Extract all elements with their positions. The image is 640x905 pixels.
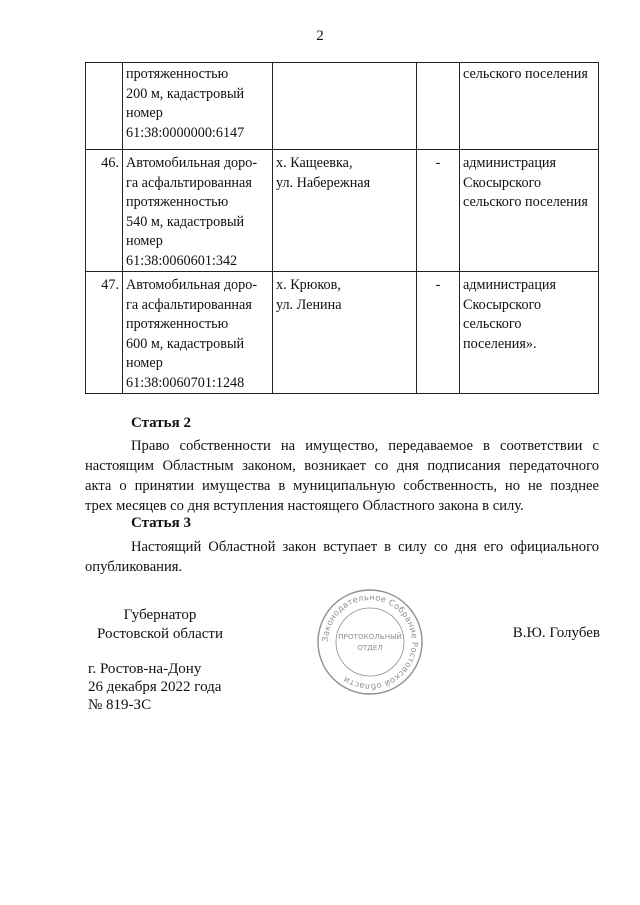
address-line: х. Кащеевка, bbox=[276, 155, 353, 171]
property-name-line: 61:38:0000000:6147 bbox=[126, 124, 245, 141]
property-name-line: протяженностью bbox=[126, 316, 229, 332]
article-2-line: акта о принятии имущества в муниципальную собственность, но не позднее bbox=[85, 478, 599, 494]
article-2-text bbox=[85, 436, 599, 516]
row-number: 47. bbox=[101, 277, 119, 293]
table-row bbox=[86, 272, 599, 394]
property-table bbox=[85, 62, 599, 394]
property-name-line: 61:38:0060701:1248 bbox=[126, 374, 245, 391]
property-name-cell bbox=[123, 63, 273, 150]
article-2-heading: Статья 2 bbox=[131, 415, 191, 431]
property-name-line: протяженностью bbox=[126, 194, 229, 210]
recipient-line: поселения». bbox=[463, 335, 537, 352]
property-name-cell bbox=[123, 272, 273, 394]
article-3-heading: Статья 3 bbox=[131, 515, 191, 531]
article-3-text bbox=[85, 537, 599, 577]
recipient-line: администрация bbox=[463, 277, 557, 293]
property-name-line: протяженностью bbox=[126, 66, 229, 82]
page-number: 2 bbox=[316, 28, 324, 44]
stamp-ring-text: Законодательное Собрание Ростовской области bbox=[319, 591, 421, 693]
row-number: 46. bbox=[101, 155, 119, 171]
stamp-outer-ring bbox=[318, 590, 422, 694]
property-name-line: 200 м, кадастровый bbox=[126, 85, 245, 102]
property-name-line: 600 м, кадастровый bbox=[126, 335, 245, 352]
city: г. Ростов-на-Дону bbox=[88, 661, 202, 677]
address-line: ул. Ленина bbox=[276, 296, 342, 313]
row-number-cell bbox=[86, 150, 123, 272]
recipient-line: сельского поселения bbox=[463, 194, 588, 210]
table-row bbox=[86, 63, 599, 150]
signatory-title-line: Ростовской области bbox=[97, 626, 223, 642]
recipient-line: Скосырского bbox=[463, 296, 542, 313]
property-name-line: 540 м, кадастровый bbox=[126, 213, 245, 230]
article-3-line: опубликования. bbox=[85, 559, 183, 575]
recipient-line: сельского поселения bbox=[463, 66, 588, 82]
signatory-title-line: Губернатор bbox=[123, 607, 197, 623]
characteristics-cell bbox=[417, 150, 460, 272]
recipient-cell bbox=[460, 150, 599, 272]
property-name-line: га асфальтированная bbox=[126, 296, 252, 313]
place-date-block bbox=[88, 660, 221, 714]
property-name-line: номер bbox=[126, 233, 163, 249]
article-3-line: Настоящий Областной закон вступает в силу со дня его официального bbox=[131, 539, 599, 555]
characteristics-value: - bbox=[435, 277, 441, 293]
property-name-line: 61:38:0060601:342 bbox=[126, 252, 238, 269]
law-number: № 819-ЗС bbox=[88, 697, 152, 713]
row-number-cell bbox=[86, 272, 123, 394]
characteristics-value: - bbox=[435, 155, 441, 171]
stamp-center-line: ПРОТОКОЛЬНЫЙ bbox=[338, 632, 402, 641]
law-date: 26 декабря 2022 года bbox=[88, 679, 222, 695]
article-2-line: Право собственности на имущество, передаваемое в соответствии с bbox=[131, 438, 599, 454]
address-line: ул. Набережная bbox=[276, 174, 371, 191]
article-2-line: настоящим Областным законом, возникает со дня подписания передаточного bbox=[85, 458, 599, 474]
recipient-cell bbox=[460, 63, 599, 150]
row-number-cell bbox=[86, 63, 123, 150]
stamp-inner-ring bbox=[336, 608, 404, 676]
recipient-line: администрация bbox=[463, 155, 557, 171]
address-line: х. Крюков, bbox=[276, 277, 341, 293]
address-cell bbox=[273, 272, 417, 394]
characteristics-cell bbox=[417, 272, 460, 394]
property-name-line: Автомобильная доро- bbox=[126, 277, 258, 293]
property-name-line: номер bbox=[126, 355, 163, 371]
property-name-line: Автомобильная доро- bbox=[126, 155, 258, 171]
signatory-name: В.Ю. Голубев bbox=[512, 625, 600, 641]
signatory-title bbox=[85, 606, 235, 644]
characteristics-cell bbox=[417, 63, 460, 150]
address-cell bbox=[273, 63, 417, 150]
recipient-line: сельского bbox=[463, 316, 522, 332]
recipient-line: Скосырского bbox=[463, 174, 542, 191]
address-cell bbox=[273, 150, 417, 272]
property-name-cell bbox=[123, 150, 273, 272]
property-name-line: номер bbox=[126, 105, 163, 121]
table-row bbox=[86, 150, 599, 272]
property-name-line: га асфальтированная bbox=[126, 174, 252, 191]
recipient-cell bbox=[460, 272, 599, 394]
protocol-department-stamp bbox=[316, 588, 424, 696]
stamp-center-line: ОТДЕЛ bbox=[357, 643, 383, 652]
article-2-line: трех месяцев со дня вступления настоящего Областного закона в силу. bbox=[85, 498, 524, 514]
